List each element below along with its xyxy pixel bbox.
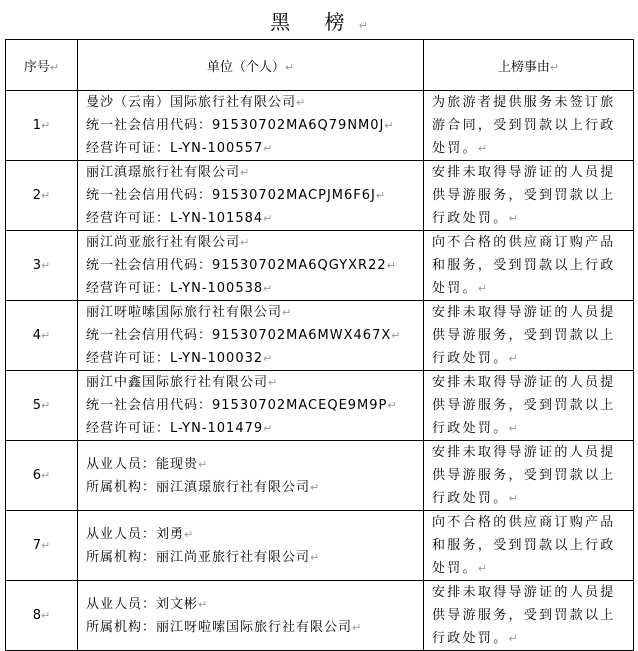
row-unit — [78, 511, 424, 581]
table-row — [6, 231, 634, 301]
row-number: 6↵ — [6, 441, 78, 511]
row-reason: 安排未取得导游证的人员提供导游服务，受到罚款以上行政处罚。↵ — [424, 161, 634, 231]
blacklist-table — [5, 39, 634, 651]
unit-line: 从业人员：刘文彬↵ — [86, 596, 208, 612]
unit-line: 所属机构：丽江滇璟旅行社有限公司↵ — [86, 479, 320, 495]
table-row — [6, 161, 634, 231]
unit-line: 所属机构：丽江尚亚旅行社有限公司↵ — [86, 549, 320, 565]
unit-line: 从业人员：能现贵↵ — [86, 456, 208, 472]
header-unit: 单位（个人）↵ — [78, 40, 424, 91]
row-reason: 向不合格的供应商订购产品和服务，受到罚款以上行政处罚。↵ — [424, 231, 634, 301]
table-row — [6, 581, 634, 651]
unit-line: 丽江呀啦嗦国际旅行社有限公司↵ — [86, 305, 292, 320]
row-unit — [78, 161, 424, 231]
unit-line: 从业人员：刘勇↵ — [86, 526, 194, 542]
table-row — [6, 371, 634, 441]
row-unit — [78, 91, 424, 161]
header-reason: 上榜事由↵ — [424, 40, 634, 91]
unit-line: 经营许可证：L-YN-101584↵ — [86, 211, 273, 226]
unit-line: 经营许可证：L-YN-101479↵ — [86, 421, 273, 436]
row-unit — [78, 441, 424, 511]
header-number: 序号↵ — [6, 40, 78, 91]
row-reason: 安排未取得导游证的人员提供导游服务，受到罚款以上行政处罚。↵ — [424, 441, 634, 511]
row-reason: 安排未取得导游证的人员提供导游服务，受到罚款以上行政处罚。↵ — [424, 371, 634, 441]
unit-line: 曼沙（云南）国际旅行社有限公司↵ — [86, 95, 306, 110]
row-number: 3↵ — [6, 231, 78, 301]
title-text: 黑 榜 — [270, 10, 359, 34]
row-unit — [78, 371, 424, 441]
unit-line: 统一社会信用代码：91530702MACPJM6F6J↵ — [86, 188, 386, 203]
row-unit — [78, 581, 424, 651]
unit-line: 统一社会信用代码：91530702MACEQE9M9P↵ — [86, 398, 397, 413]
row-number: 1↵ — [6, 91, 78, 161]
row-reason: 为旅游者提供服务未签订旅游合同，受到罚款以上行政处罚。↵ — [424, 91, 634, 161]
table-header — [6, 40, 634, 91]
row-number: 7↵ — [6, 511, 78, 581]
unit-line: 经营许可证：L-YN-100538↵ — [86, 281, 273, 296]
unit-line: 丽江中鑫国际旅行社有限公司↵ — [86, 375, 278, 390]
unit-line: 丽江滇璟旅行社有限公司↵ — [86, 165, 250, 180]
row-unit — [78, 231, 424, 301]
row-reason: 安排未取得导游证的人员提供导游服务，受到罚款以上行政处罚。↵ — [424, 301, 634, 371]
row-number: 2↵ — [6, 161, 78, 231]
table-row — [6, 301, 634, 371]
unit-line: 所属机构：丽江呀啦嗦国际旅行社有限公司↵ — [86, 619, 362, 635]
unit-line: 统一社会信用代码：91530702MA6Q79NM0J↵ — [86, 118, 394, 133]
unit-line: 统一社会信用代码：91530702MA6QGYXR22↵ — [86, 258, 396, 273]
table-row — [6, 441, 634, 511]
unit-line: 经营许可证：L-YN-100032↵ — [86, 351, 273, 366]
row-reason: 安排未取得导游证的人员提供导游服务，受到罚款以上行政处罚。↵ — [424, 581, 634, 651]
page-title: 黑 榜↵ — [270, 10, 368, 34]
row-unit — [78, 301, 424, 371]
row-number: 8↵ — [6, 581, 78, 651]
row-reason: 向不合格的供应商订购产品和服务，受到罚款以上行政处罚。↵ — [424, 511, 634, 581]
table-row — [6, 511, 634, 581]
row-number: 4↵ — [6, 301, 78, 371]
unit-line: 统一社会信用代码：91530702MA6MWX467X↵ — [86, 328, 401, 343]
unit-line: 经营许可证：L-YN-100557↵ — [86, 141, 273, 156]
unit-line: 丽江尚亚旅行社有限公司↵ — [86, 235, 250, 250]
row-number: 5↵ — [6, 371, 78, 441]
table-row — [6, 91, 634, 161]
